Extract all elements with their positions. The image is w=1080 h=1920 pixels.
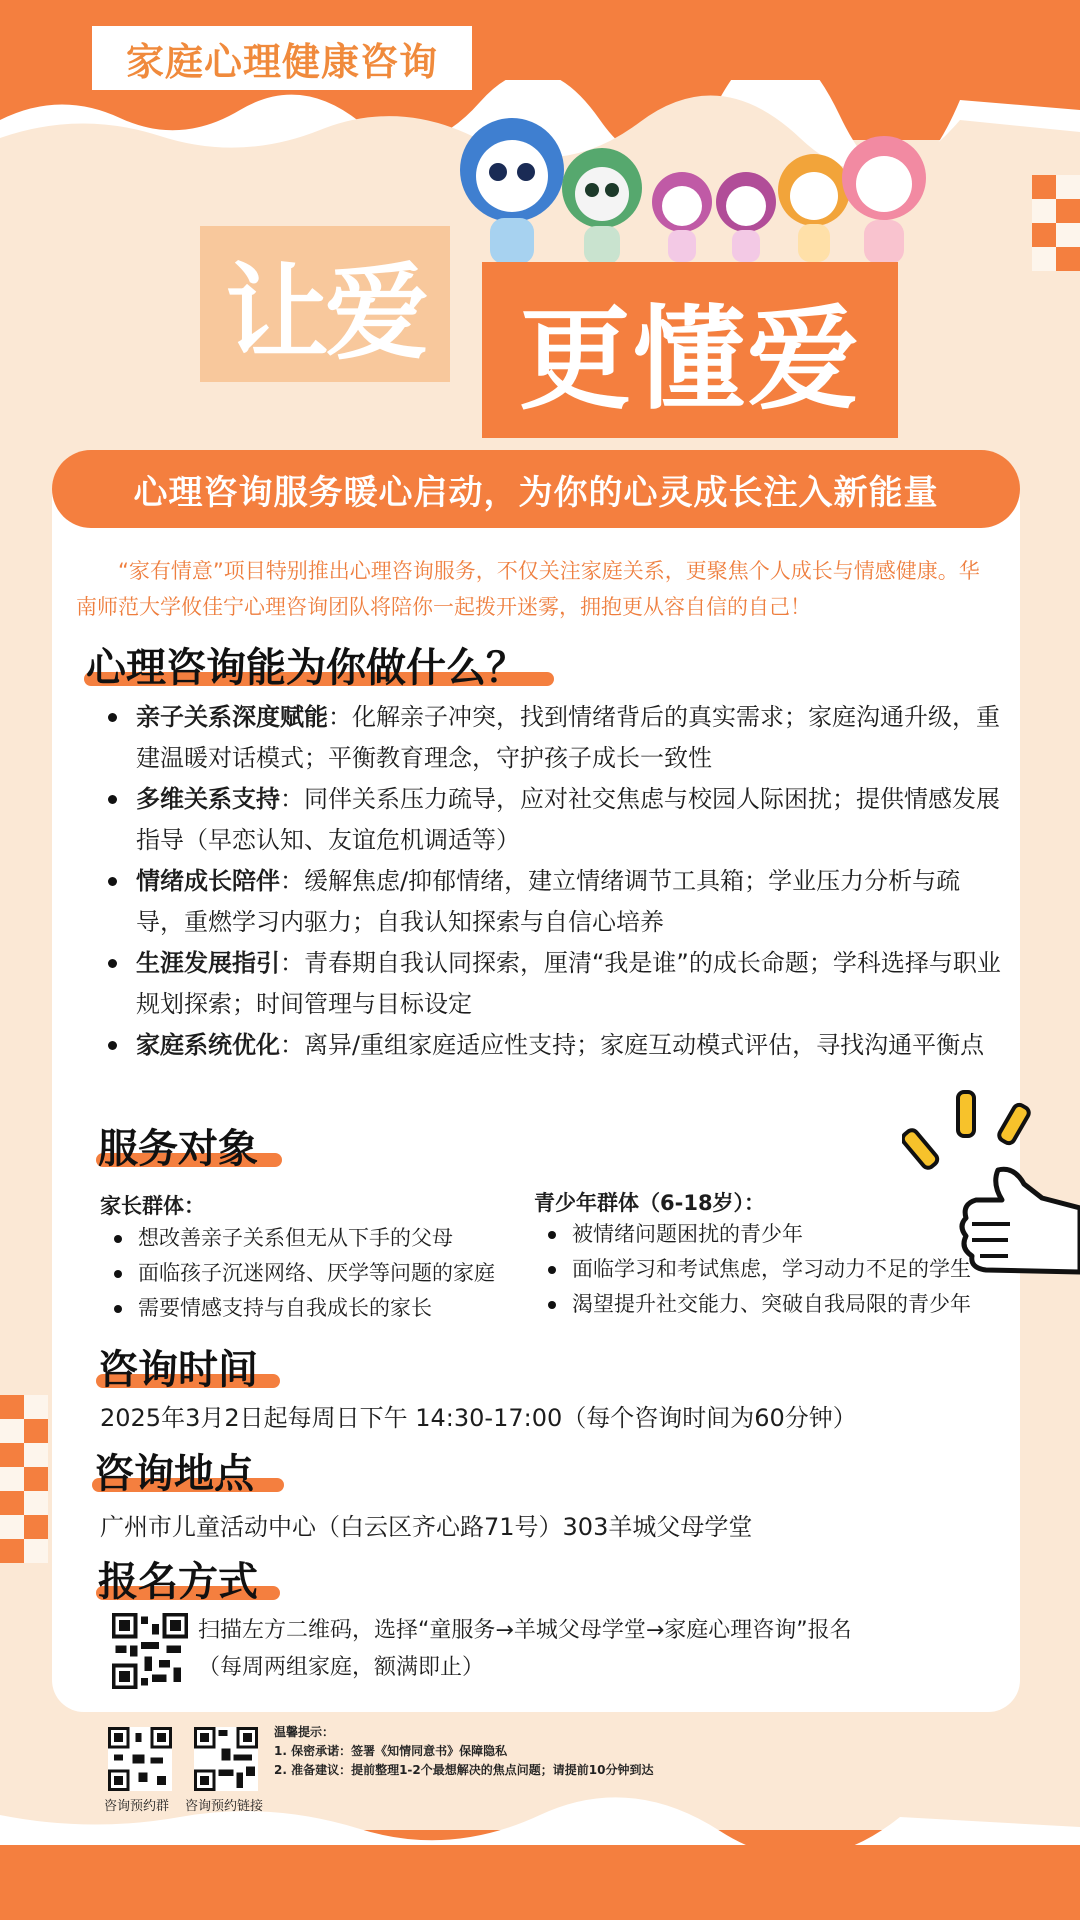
qr-code-link-icon[interactable] [194, 1727, 258, 1791]
signup-section-title: 报名方式 [98, 1559, 258, 1605]
service-item: 亲子关系深度赋能：化解亲子冲突，找到情绪背后的真实需求；家庭沟通升级，重建温暖对话模式；平衡教育理念，守护孩子成长一致性 [108, 697, 1008, 779]
list-item: 面临学习和考试焦虑，学习动力不足的学生 [544, 1252, 971, 1287]
parents-group-title: 家长群体： [100, 1194, 205, 1218]
header-tag: 家庭心理健康咨询 [92, 26, 472, 90]
tip-item: 1. 保密承诺：签署《知情同意书》保障隐私 [274, 1744, 508, 1758]
qr-code-group-icon[interactable] [108, 1727, 172, 1791]
thumbs-up-icon [902, 1088, 1080, 1278]
intro-paragraph: “家有情意”项目特别推出心理咨询服务，不仅关注家庭关系，更聚焦个人成长与情感健康。华南师范大学攸佳宁心理咨询团队将陪你一起拨开迷雾，拥抱更从容自信的自己！ [76, 559, 980, 619]
tips-block [274, 1723, 653, 1780]
signup-line: 扫描左方二维码，选择“童服务→羊城父母学堂→家庭心理咨询”报名 [198, 1618, 852, 1643]
qr-link-label: 咨询预约链接 [185, 1799, 264, 1814]
checker-pattern-right [1032, 175, 1080, 271]
youth-group-title: 青少年群体（6-18岁）： [534, 1191, 766, 1215]
audience-section-title: 服务对象 [98, 1126, 258, 1172]
list-item: 被情绪问题困扰的青少年 [544, 1217, 971, 1252]
list-item: 面临孩子沉迷网络、厌学等问题的家庭 [110, 1256, 495, 1291]
list-item: 需要情感支持与自我成长的家长 [110, 1291, 495, 1326]
mascot-green [562, 148, 642, 264]
subtitle-banner: 心理咨询服务暖心启动，为你的心灵成长注入新能量 [52, 450, 1020, 528]
services-section-title: 心理咨询能为你做什么？ [86, 645, 526, 691]
service-item: 情绪成长陪伴：缓解焦虑/抑郁情绪，建立情绪调节工具箱；学业压力分析与疏导，重燃学习内驱力；自我认知探索与自信心培养 [108, 861, 1008, 943]
signup-instructions [198, 1612, 998, 1686]
headline-part2: 更懂爱 [482, 262, 898, 438]
mascot-pink [842, 136, 926, 264]
list-item: 想改善亲子关系但无从下手的父母 [110, 1221, 495, 1256]
qr-group-label: 咨询预约群 [104, 1799, 170, 1814]
lion-mascots-illustration [450, 110, 930, 270]
mascot-purple-2 [716, 172, 776, 262]
tip-item: 2. 准备建议：提前整理1-2个最想解决的焦点问题；请提前10分钟到达 [274, 1763, 654, 1777]
service-item: 多维关系支持：同伴关系压力疏导，应对社交焦虑与校园人际困扰；提供情感发展指导（早恋认知、友谊危机调适等） [108, 779, 1008, 861]
service-item: 家庭系统优化：离异/重组家庭适应性支持；家庭互动模式评估，寻找沟通平衡点 [108, 1025, 1008, 1066]
time-text: 2025年3月2日起每周日下午 14:30-17:00（每个咨询时间为60分钟） [100, 1404, 857, 1432]
signup-note: （每周两组家庭，额满即止） [198, 1655, 485, 1680]
time-section-title: 咨询时间 [98, 1347, 258, 1393]
headline-part1: 让爱 [224, 252, 425, 374]
mascot-orange [778, 154, 850, 262]
qr-code-icon[interactable] [112, 1613, 188, 1689]
mascot-purple-1 [652, 172, 712, 262]
checker-pattern-left [0, 1395, 48, 1563]
place-section-title: 咨询地点 [94, 1451, 254, 1497]
tips-title: 温馨提示： [274, 1725, 335, 1739]
service-list [108, 697, 1008, 1066]
parents-list [110, 1221, 495, 1326]
list-item: 渴望提升社交能力、突破自我局限的青少年 [544, 1287, 971, 1322]
service-item: 生涯发展指引：青春期自我认同探索，厘清“我是谁”的成长命题；学科选择与职业规划探索；时间管理与目标设定 [108, 943, 1008, 1025]
mascot-blue [460, 118, 564, 264]
place-text: 广州市儿童活动中心（白云区齐心路71号）303羊城父母学堂 [100, 1513, 753, 1541]
